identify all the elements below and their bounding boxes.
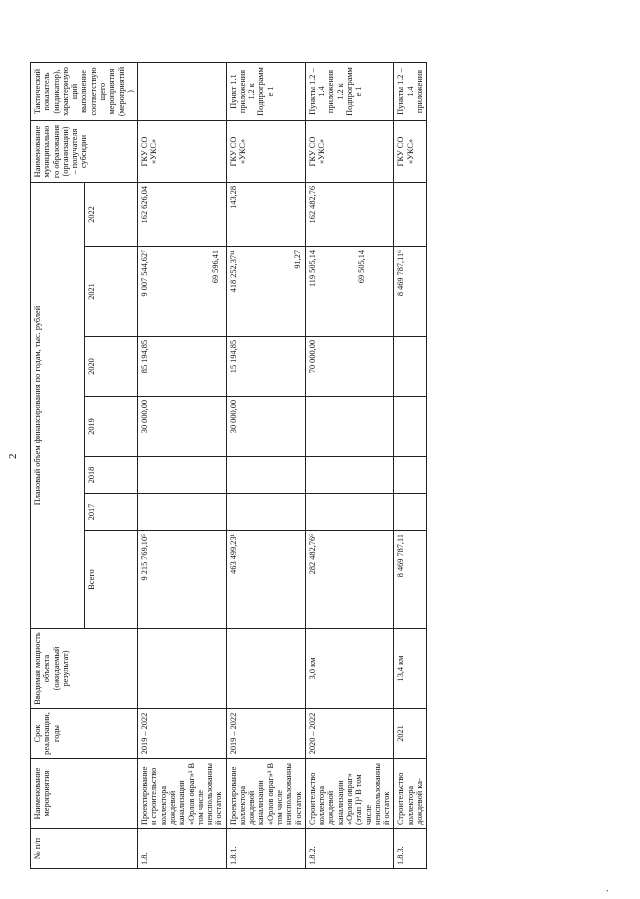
cell-2021-value: 418 252,37¹¹: [228, 250, 238, 293]
cell-name: Строительство коллектора дождевой ка-: [394, 759, 427, 829]
cell-2020: 70 000,00: [305, 337, 394, 397]
cell-2022: [394, 183, 427, 247]
cell-capacity: [138, 629, 227, 709]
cell-recipient: ГКУ СО «УКС»: [226, 121, 305, 183]
cell-2018: [138, 457, 227, 494]
col-2020: 2020: [84, 337, 138, 397]
cell-2020: 15 194,85: [226, 337, 305, 397]
cell-2019: 30 000,00: [226, 397, 305, 457]
cell-2022: 162 482,76: [305, 183, 394, 247]
cell-indicator: [138, 63, 227, 121]
table-row: [305, 63, 394, 869]
col-recipient: Наименование муниципального образования (организации) – получателя субсидии: [31, 121, 138, 183]
cell-2021-value: 8 469 787,11⁶: [396, 250, 406, 297]
cell-2022: 162 626,04: [138, 183, 227, 247]
cell-num: 1.8.2.: [305, 829, 394, 869]
cell-period: 2019 – 2022: [138, 709, 227, 759]
cell-2022: 143,28: [226, 183, 305, 247]
cell-recipient: ГКУ СО «УКС»: [394, 121, 427, 183]
cell-2017: [138, 494, 227, 531]
col-2021: 2021: [84, 247, 138, 337]
cell-indicator: Пункт 1.1 приложения 1.2 к Подпрограмме 1: [226, 63, 305, 121]
cell-2021-remainder: 91,27: [292, 250, 302, 269]
cell-total: 8 469 787,11: [394, 531, 427, 629]
cell-2017: [305, 494, 394, 531]
cell-name: Проектирование и строительство коллектора дождевой канализации «Орлов овраг»³ В том числе неиспользованный остаток: [138, 759, 227, 829]
cell-2018: [394, 457, 427, 494]
col-plan: Плановый объем финансирования по годам, тыс. рублей: [31, 183, 85, 629]
page-number: 2: [7, 453, 19, 459]
cell-2021: [138, 247, 227, 337]
cell-2020: 85 194,85: [138, 337, 227, 397]
cell-2021-value: 9 007 544,62⁷: [140, 250, 150, 297]
cell-2020: [394, 337, 427, 397]
col-capacity: Вводимая мощность объекта (ожидаемый результат): [31, 629, 138, 709]
financing-table: [30, 62, 427, 869]
col-2019: 2019: [84, 397, 138, 457]
cell-2019: 30 000,00: [138, 397, 227, 457]
cell-2018: [305, 457, 394, 494]
col-2022: 2022: [84, 183, 138, 247]
col-period: Срок реализации, годы: [31, 709, 138, 759]
cell-capacity: 3,0 км: [305, 629, 394, 709]
cell-name: Строительство коллектора дождевой канализации «Орлов овраг» (этап I)³ В том числе неиспользованный остаток: [305, 759, 394, 829]
cell-2021: [394, 247, 427, 337]
cell-period: 2019 – 2022: [226, 709, 305, 759]
cell-2021-remainder: 69 505,14: [357, 250, 367, 284]
cell-total: 282 482,76⁶: [305, 531, 394, 629]
cell-indicator: Пункты 1.2 – 1.4 приложения: [394, 63, 427, 121]
cell-total: 9 215 769,10⁵: [138, 531, 227, 629]
cell-recipient: ГКУ СО «УКС»: [138, 121, 227, 183]
cell-2019: [394, 397, 427, 457]
cell-period: 2021: [394, 709, 427, 759]
cell-capacity: [226, 629, 305, 709]
cell-2021: [305, 247, 394, 337]
margin-mark: .: [600, 889, 611, 892]
header-row: [31, 63, 85, 869]
cell-name: Проектирование коллектора дождевой канализации «Орлов овраг»³ В том числе неиспользованный остаток: [226, 759, 305, 829]
cell-2018: [226, 457, 305, 494]
cell-total: 463 499,23¹: [226, 531, 305, 629]
col-2017: 2017: [84, 494, 138, 531]
cell-recipient: ГКУ СО «УКС»: [305, 121, 394, 183]
cell-2019: [305, 397, 394, 457]
col-indicator: Тактический показатель (индикатор), характеризующий выполнение соответствующего мероприятия (мероприятий): [31, 63, 138, 121]
table-row: [226, 63, 305, 869]
cell-2017: [226, 494, 305, 531]
table-row: [394, 63, 427, 869]
col-total: Всего: [84, 531, 138, 629]
cell-2021-value: 119 505,14: [307, 250, 317, 288]
cell-indicator: Пункты 1.2 – 1.4 приложения 1.2 к Подпрограмме 1: [305, 63, 394, 121]
cell-num: 1.8.3.: [394, 829, 427, 869]
cell-2017: [394, 494, 427, 531]
col-name: Наименование мероприятия: [31, 759, 138, 829]
cell-2021: [226, 247, 305, 337]
col-2018: 2018: [84, 457, 138, 494]
col-num: № п/п: [31, 829, 138, 869]
cell-num: 1.8.: [138, 829, 227, 869]
cell-2021-remainder: 69 596,41: [211, 250, 221, 284]
cell-period: 2020 – 2022: [305, 709, 394, 759]
cell-capacity: 13,4 км: [394, 629, 427, 709]
cell-num: 1.8.1.: [226, 829, 305, 869]
table-row: [138, 63, 227, 869]
